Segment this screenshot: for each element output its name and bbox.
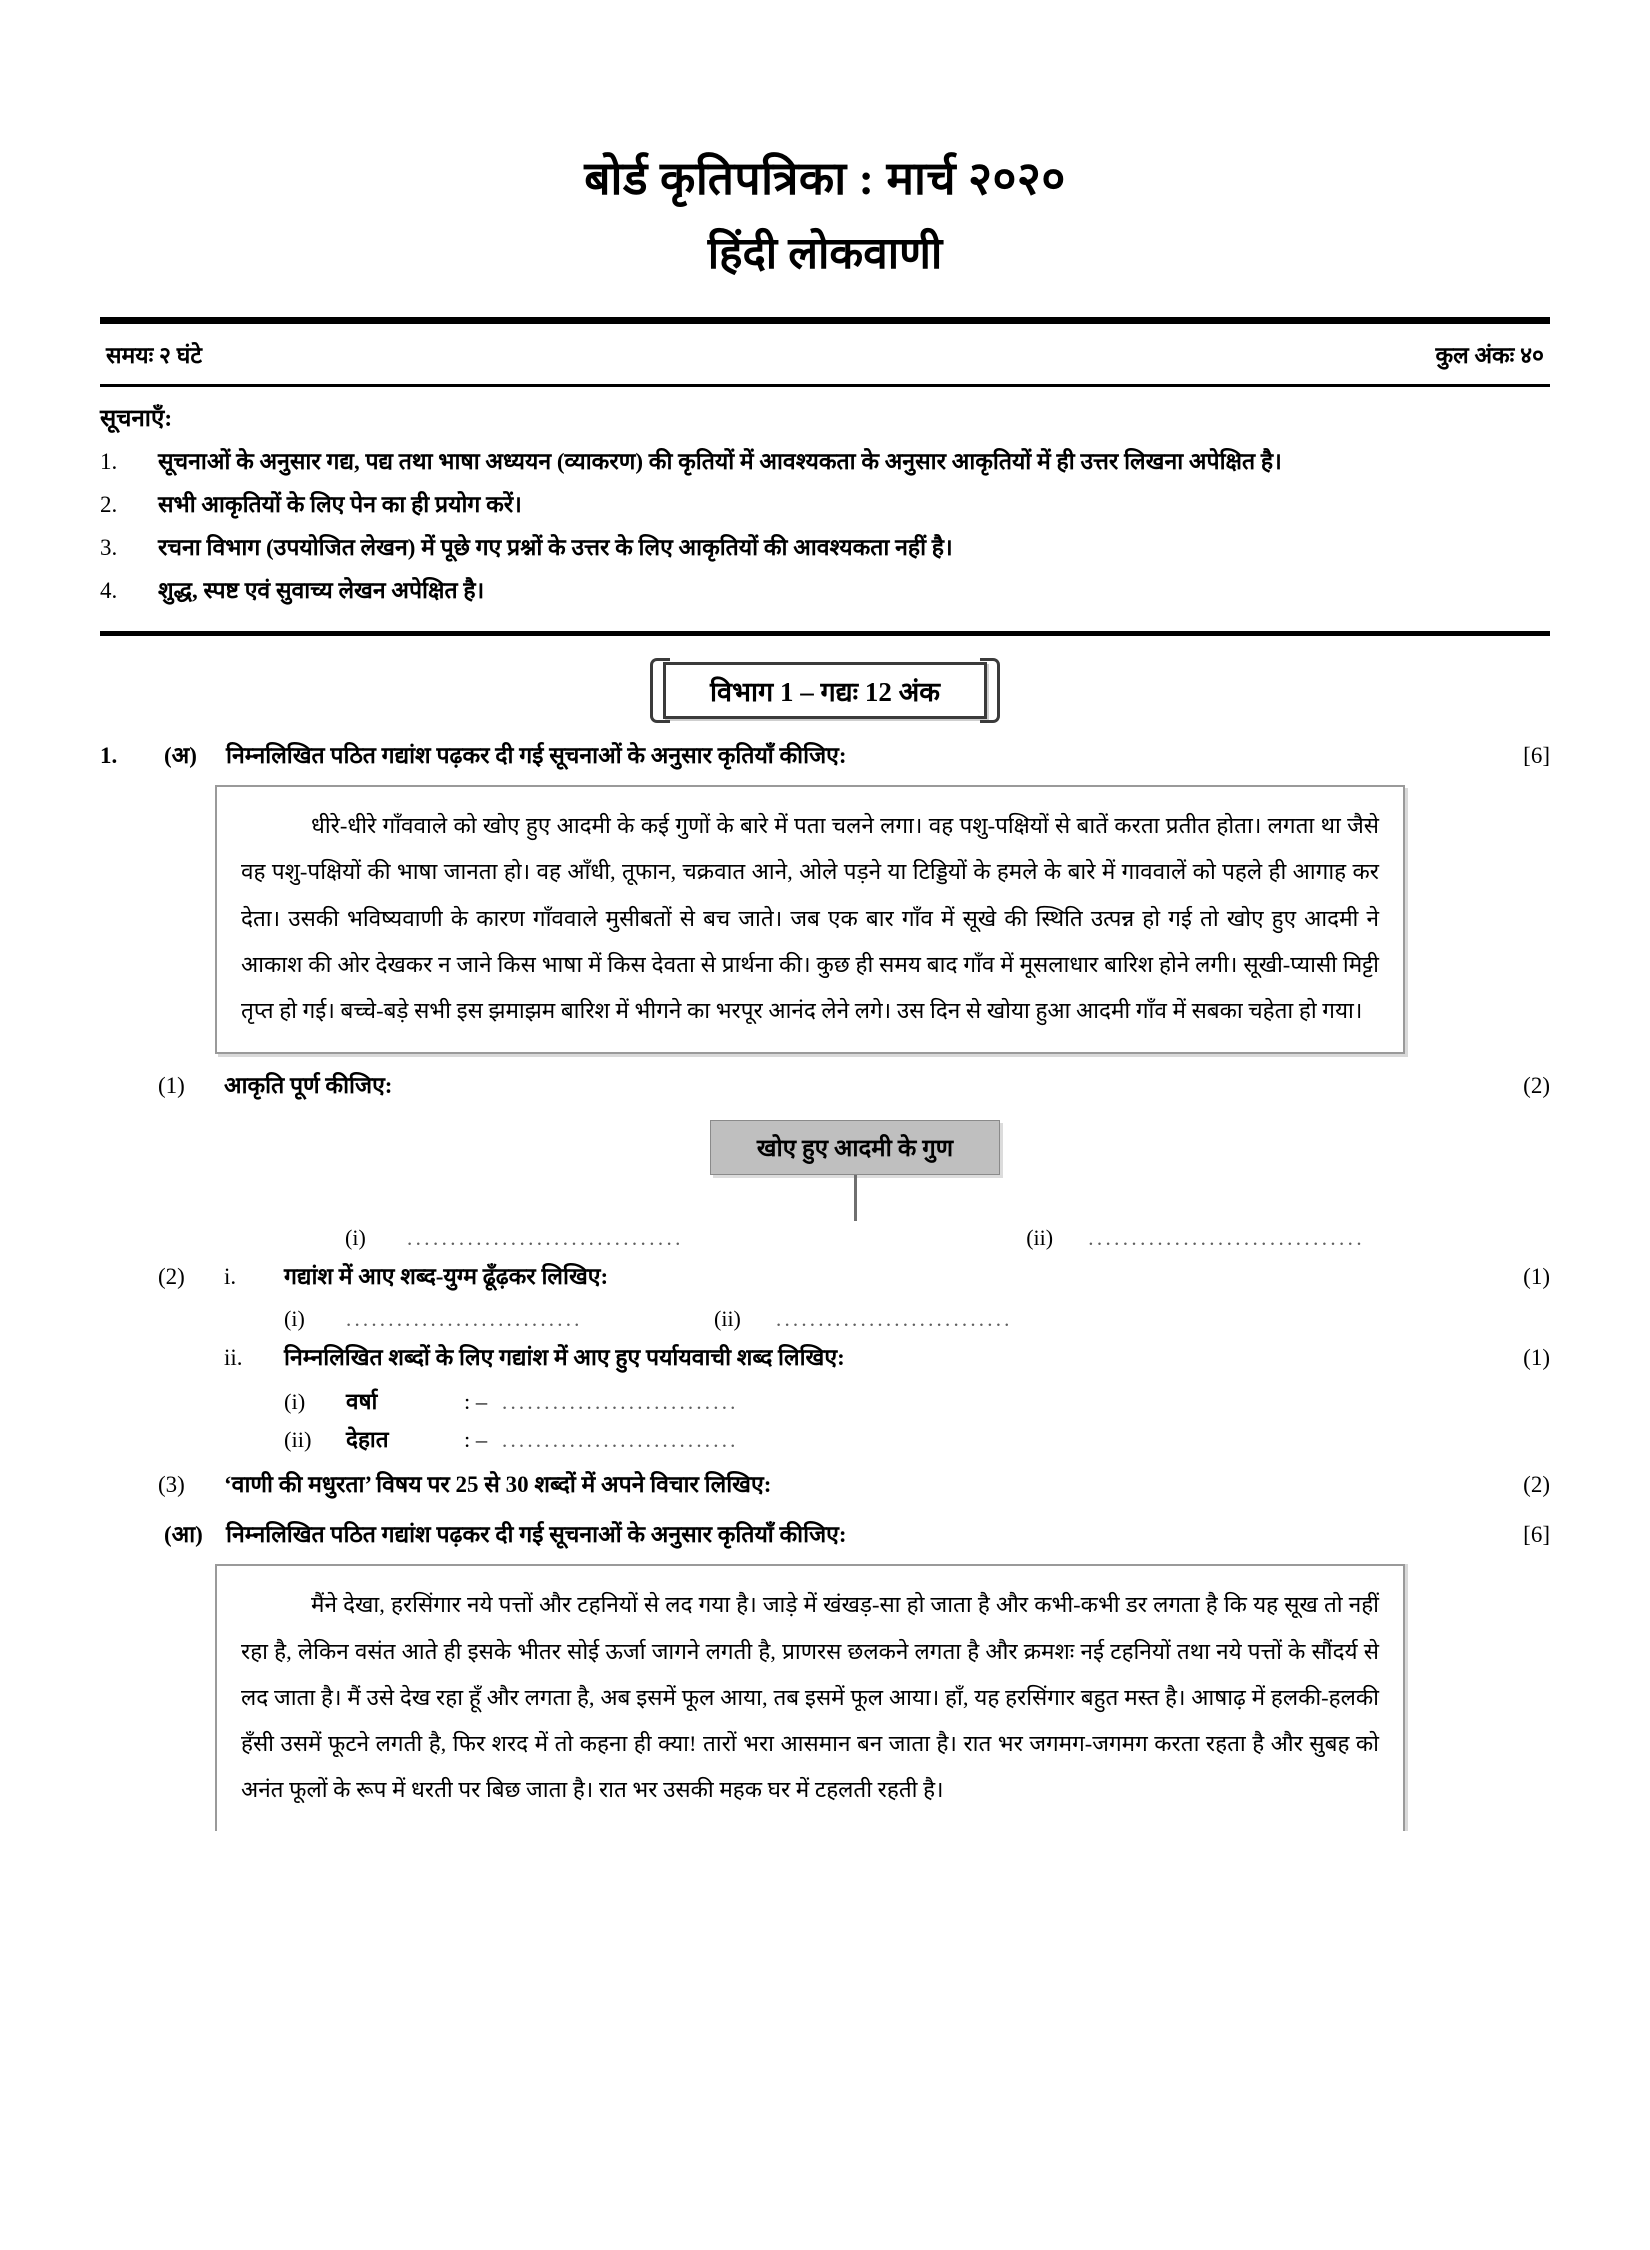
instruction-item: [100, 487, 1550, 530]
part-label-a: (अ): [164, 742, 197, 768]
instructions-heading: सूचनाएँ:: [100, 405, 173, 432]
time-label: समयः २ घंटे: [106, 342, 202, 368]
instruction-text: शुद्ध, स्पष्ट एवं सुवाच्य लेखन अपेक्षित है।: [158, 578, 485, 604]
blank-dots: ............................: [346, 1306, 583, 1331]
blank-dots: ............................: [502, 1390, 739, 1415]
question-number: 1.: [100, 742, 118, 768]
instruction-item: [100, 573, 1550, 616]
synonym-row[interactable]: [100, 1378, 1550, 1416]
sub-question-1-row: [100, 1064, 1550, 1107]
part-label-b: (आ): [164, 1521, 203, 1547]
word-pair-blanks: [100, 1298, 1550, 1336]
part-b-prompt: निम्नलिखित पठित गद्यांश पढ़कर दी गई सूचनाओं के अनुसार कृतियाँ कीजिए:: [226, 1521, 847, 1547]
question-1-part-b-header: [100, 1506, 1550, 1557]
instruction-item: [100, 530, 1550, 573]
blank-dots: ............................: [776, 1306, 1013, 1331]
part-b-marks: [6]: [1523, 1521, 1550, 1547]
instruction-number: 3.: [100, 535, 118, 561]
blank-dots: ................................: [407, 1226, 684, 1251]
divider-top-thick: [100, 317, 1550, 324]
page-title: बोर्ड कृतिपत्रिका : मार्च २०२०: [584, 153, 1066, 204]
answer-blank[interactable]: [714, 1306, 1144, 1332]
sub-item-marks: (1): [1523, 1264, 1550, 1290]
title-block: [0, 0, 1650, 281]
figure-flowchart: [100, 1120, 1550, 1251]
sub-question-text: ‘वाणी की मधुरता’ विषय पर 25 से 30 शब्दों में अपने विचार लिखिए:: [224, 1472, 772, 1498]
sub-item-text: निम्नलिखित शब्दों के लिए गद्यांश में आए हुए पर्यायवाची शब्द लिखिए:: [284, 1344, 845, 1370]
blank-label: (ii): [714, 1305, 741, 1331]
section-banner-wrap: [0, 662, 1650, 719]
question-1-block: [100, 739, 1550, 1831]
blank-dots: ............................: [502, 1428, 739, 1453]
figure-answer-blanks: [345, 1221, 1365, 1251]
blank-label: (i): [284, 1305, 305, 1331]
instruction-number: 4.: [100, 578, 118, 604]
instruction-text: रचना विभाग (उपयोजित लेखन) में पूछे गए प्रश्नों के उत्तर के लिए आकृतियों की आवश्यकता नहीं है।: [158, 535, 953, 561]
instruction-item: [100, 444, 1550, 487]
divider-instructions-bottom: [100, 631, 1550, 636]
sub-question-2-row-ii: [100, 1336, 1550, 1379]
answer-blank[interactable]: [345, 1225, 684, 1251]
instruction-number: 2.: [100, 491, 118, 517]
instruction-number: 1.: [100, 448, 118, 474]
question-1-part-a-header: [100, 739, 1550, 778]
page-subtitle: हिंदी लोकवाणी: [707, 228, 943, 278]
part-a-prompt: निम्नलिखित पठित गद्यांश पढ़कर दी गई सूचनाओं के अनुसार कृतियाँ कीजिए:: [226, 742, 847, 768]
sub-item-marks: (1): [1523, 1344, 1550, 1370]
passage-box-b: [215, 1564, 1405, 1831]
synonym-word: देहात: [346, 1427, 389, 1453]
synonym-colon-dash: : –: [464, 1427, 488, 1453]
synonym-index: (ii): [284, 1427, 312, 1453]
exam-meta-row: [100, 324, 1550, 384]
synonym-index: (i): [284, 1389, 306, 1415]
sub-question-marks: (2): [1523, 1472, 1550, 1498]
sub-question-text: आकृति पूर्ण कीजिए:: [224, 1072, 393, 1098]
part-a-marks: [6]: [1523, 742, 1550, 768]
sub-question-number: (2): [158, 1264, 185, 1290]
sub-item-roman: ii.: [224, 1344, 243, 1370]
figure-node-label: खोए हुए आदमी के गुण: [710, 1120, 1000, 1175]
sub-question-marks: (2): [1523, 1072, 1550, 1098]
blank-dots: ................................: [1088, 1226, 1365, 1251]
sub-question-number: (1): [158, 1072, 185, 1098]
synonym-row[interactable]: [100, 1416, 1550, 1454]
blank-label: (i): [345, 1225, 366, 1251]
sub-item-roman: i.: [224, 1264, 237, 1290]
passage-b-text: मैंने देखा, हरसिंगार नये पत्तों और टहनियों से लद गया है। जाड़े में खंखड़-सा हो जाता है और कभी-कभी डर लगता है कि यह सूख तो नहीं रहा है, लेकिन वसंत आते ही इसके भीतर सोई ऊर्जा जागने लगती है, प्राणरस छलकने लगता है और क्रमशः नई टहनियों तथा नये पत्तों के सौंदर्य से लद जाता है। मैं उसे देख रहा हूँ और लगता है, अब इसमें फूल आया, तब इसमें फूल आया। हाँ, यह हरसिंगार बहुत मस्त है। आषाढ़ में हलकी-हलकी हँसी उसमें फूटने लगती है, फिर शरद में तो कहना ही क्या! तारों भरा आसमान बन जाता है। रात भर जगमग-जगमग करता रहता है और सुबह को अनंत फूलों के रूप में धरती पर बिछ जाता है। रात भर उसकी महक घर में टहलती रहती है।: [241, 1592, 1379, 1802]
answer-blank[interactable]: [1026, 1225, 1365, 1251]
instruction-text: सूचनाओं के अनुसार गद्य, पद्य तथा भाषा अध्ययन (व्याकरण) की कृतियों में आवश्यकता के अनुसार आकृतियों में ही उत्तर लिखना अपेक्षित है।: [158, 448, 1282, 474]
sub-question-3-row: [100, 1454, 1550, 1506]
instructions-block: [100, 387, 1550, 617]
total-marks-label: कुल अंकः ४०: [1435, 342, 1544, 368]
synonym-colon-dash: : –: [464, 1389, 488, 1415]
sub-question-2-row-i: [100, 1255, 1550, 1298]
answer-blank[interactable]: [284, 1306, 714, 1332]
passage-box-a: [215, 785, 1405, 1054]
instruction-text: सभी आकृतियों के लिए पेन का ही प्रयोग करें।: [158, 491, 522, 517]
passage-a-text: धीरे-धीरे गाँववाले को खोए हुए आदमी के कई गुणों के बारे में पता चलने लगा। वह पशु-पक्षियों से बातें करता प्रतीत होता। लगता था जैसे वह पशु-पक्षियों की भाषा जानता हो। वह आँधी, तूफान, चक्रवात आने, ओले पड़ने या टिड्डियों के हमले के बारे में गाववालें को पहले ही आगाह कर देता। उसकी भविष्यवाणी के कारण गाँववाले मुसीबतों से बच जाते। जब एक बार गाँव में सूखे की स्थिति उत्पन्न हो गई तो खोए हुए आदमी ने आकाश की ओर देखकर न जाने किस भाषा में किस देवता से प्रार्थना की। कुछ ही समय बाद गाँव में मूसलाधार बारिश होने लगी। सूखी-प्यासी मिट्टी तृप्त हो गई। बच्चे-बड़े सभी इस झमाझम बारिश में भीगने का भरपूर आनंद लेने लगे। उस दिन से खोया हुआ आदमी गाँव में सबका चहेता हो गया।: [241, 813, 1379, 1023]
figure-connector-line: [854, 1175, 857, 1221]
section-banner: विभाग 1 – गद्यः 12 अंक: [663, 662, 987, 719]
synonym-word: वर्षा: [346, 1389, 378, 1415]
sub-question-number: (3): [158, 1472, 185, 1498]
sub-item-text: गद्यांश में आए शब्द-युग्म ढूँढ़कर लिखिए:: [284, 1264, 609, 1290]
blank-label: (ii): [1026, 1225, 1054, 1251]
